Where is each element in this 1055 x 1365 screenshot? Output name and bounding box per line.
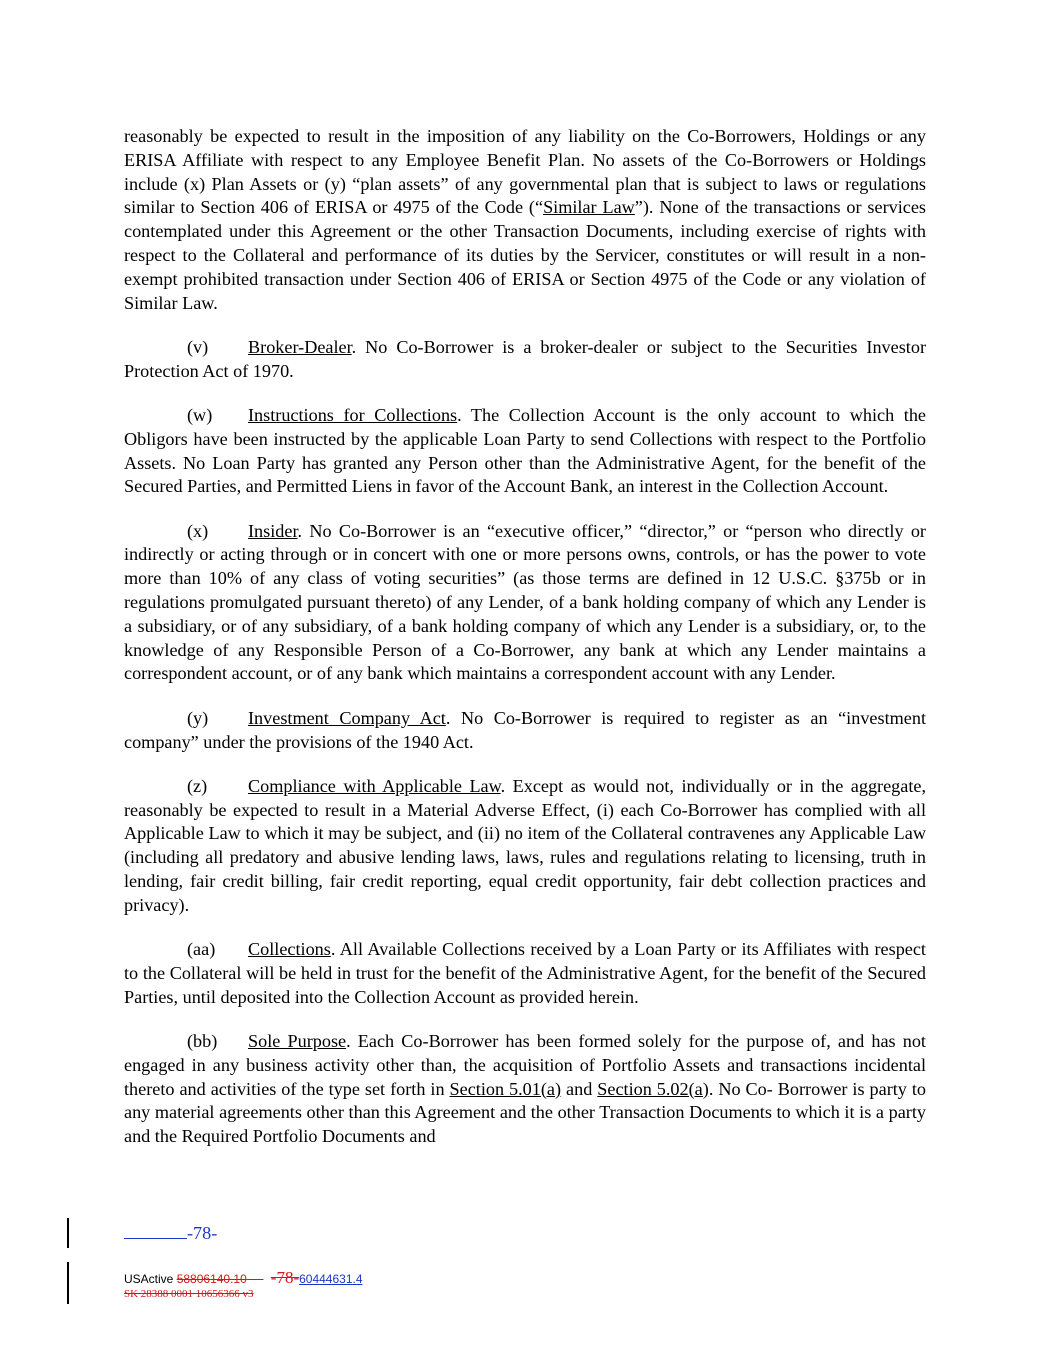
section-item-aa [124,938,926,1009]
item-text: and [561,1078,598,1099]
item-number: (v) [187,336,209,357]
deleted-page-number: -78- [270,1268,300,1287]
item-text: . Each Co-Borrower has been formed solely for the purpose of, and has not engaged in any business activity other than, the acquisition of Portfolio Assets and transactions incidental thereto and activities of the type set forth in [124,1031,926,1099]
section-item-w [124,404,926,499]
deleted-doc-id: 58806140.10 [176,1272,247,1286]
inserted-underline [124,1222,187,1239]
inserted-doc-id: 60444631.4 [299,1272,363,1286]
document-body [124,125,926,1169]
change-bar [67,1262,69,1304]
footer-label: USActive [124,1272,174,1286]
item-heading: Insider [248,520,298,541]
item-heading: Instructions for Collections [248,404,458,425]
item-heading: Broker-Dealer [248,336,352,357]
item-heading: Investment Company Act [248,707,446,728]
intro-text-start: reasonably be expected to result in the imposition of any liability on the Co-Borrowers, Holdings or any ERISA Affiliate with respect to any Employee Benefit Plan. No assets of the Co-Borrowers or Holdings include (x) Plan Assets or (y) “plan assets” of any governmental plan that is subject to laws or regulations similar to Section 406 of ERISA or 4975 of the Code (“ [124,126,926,218]
intro-paragraph [124,125,926,315]
deleted-doc-reference: SK 28388 0001 10656366 v3 [124,1288,254,1300]
item-heading: Collections [248,939,331,960]
section-item-bb [124,1030,926,1149]
item-number: (y) [187,707,209,728]
section-item-x [124,520,926,687]
item-number: (aa) [187,939,216,960]
change-bar [67,1218,69,1248]
item-text: . Except as would not, individually or in the aggregate, reasonably be expected to result in a Material Adverse Effect, (i) each Co-Borrower has complied with all Applicable Law to which it may be subject, and (ii) no item of the Collateral contravenes any Applicable Law (including all predatory and abusive lending laws, laws, rules and regulations relating to licensing, truth in lending, fair credit billing, fair credit reporting, equal credit opportunity, fair debt collection practices and privacy). [124,775,927,915]
section-reference-link[interactable]: Section 5.02(a) [597,1078,709,1099]
item-text: . All Available Collections received by a Loan Party or its Affiliates with respect to the Collateral will be held in trust for the benefit of the Administrative Agent, for the benefit of the Secured Parties, until deposited into the Collection Account as provided herein. [124,939,926,1007]
footer-document-id [124,1268,363,1288]
item-text: . No Co-Borrower is a broker-dealer or subject to the Securities Investor Protection Act of 1970. [124,336,926,381]
section-item-y [124,707,926,755]
defined-term-similar-law: Similar Law [543,197,635,218]
intro-text-end: ”). None of the transactions or services contemplated under this Agreement or the other Transaction Documents, including exercise of rights with respect to the Collateral and performance of its duties by the Servicer, constitutes or will result in a non-exempt prohibited transaction under Section 406 of ERISA or Section 4975 of the Code or any violation of Similar Law. [124,197,926,313]
item-heading: Sole Purpose [248,1031,347,1051]
strike-filler [247,1272,271,1286]
item-text: . No Co-Borrower is required to register as an “investment company” under the provisions of the 1940 Act. [124,707,926,752]
section-item-z [124,775,926,918]
page-number [124,1222,217,1244]
item-text: . No Co- Borrower is party to any material agreements other than this Agreement and the other Transaction Documents to which it is a party and the Required Portfolio Documents and [124,1078,927,1147]
item-text: . No Co-Borrower is an “executive officer,” “director,” or “person who directly or indirectly or acting through or in concert with one or more persons owns, controls, or has the power to vote more than 10% of any class of voting securities” (as those terms are defined in 12 U.S.C. §375b or in regulations promulgated pursuant thereto) of any Lender, of a bank holding company of which any Lender is a subsidiary, or of any subsidiary, of a bank holding company of which any Lender is a subsidiary, or, to the knowledge of any Responsible Person of a Co-Borrower, any bank at which any Lender maintains a correspondent account, or of any bank which maintains a correspondent account with any Lender. [124,520,926,684]
footer-deleted-line [124,1288,254,1300]
item-number: (w) [187,404,213,425]
item-heading: Compliance with Applicable Law [248,775,501,796]
item-text: . The Collection Account is the only account to which the Obligors have been instructed by the applicable Loan Party to send Collections with respect to the Portfolio Assets. No Loan Party has granted any Person other than the Administrative Agent, for the benefit of the Secured Parties, and Permitted Liens in favor of the Account Bank, an interest in the Collection Account. [124,404,926,497]
item-number: (bb) [187,1031,218,1051]
page-number-text: -78- [187,1223,218,1243]
item-number: (z) [187,775,208,796]
section-item-v [124,336,926,384]
item-number: (x) [187,520,209,541]
section-reference-link[interactable]: Section 5.01(a) [449,1078,562,1099]
